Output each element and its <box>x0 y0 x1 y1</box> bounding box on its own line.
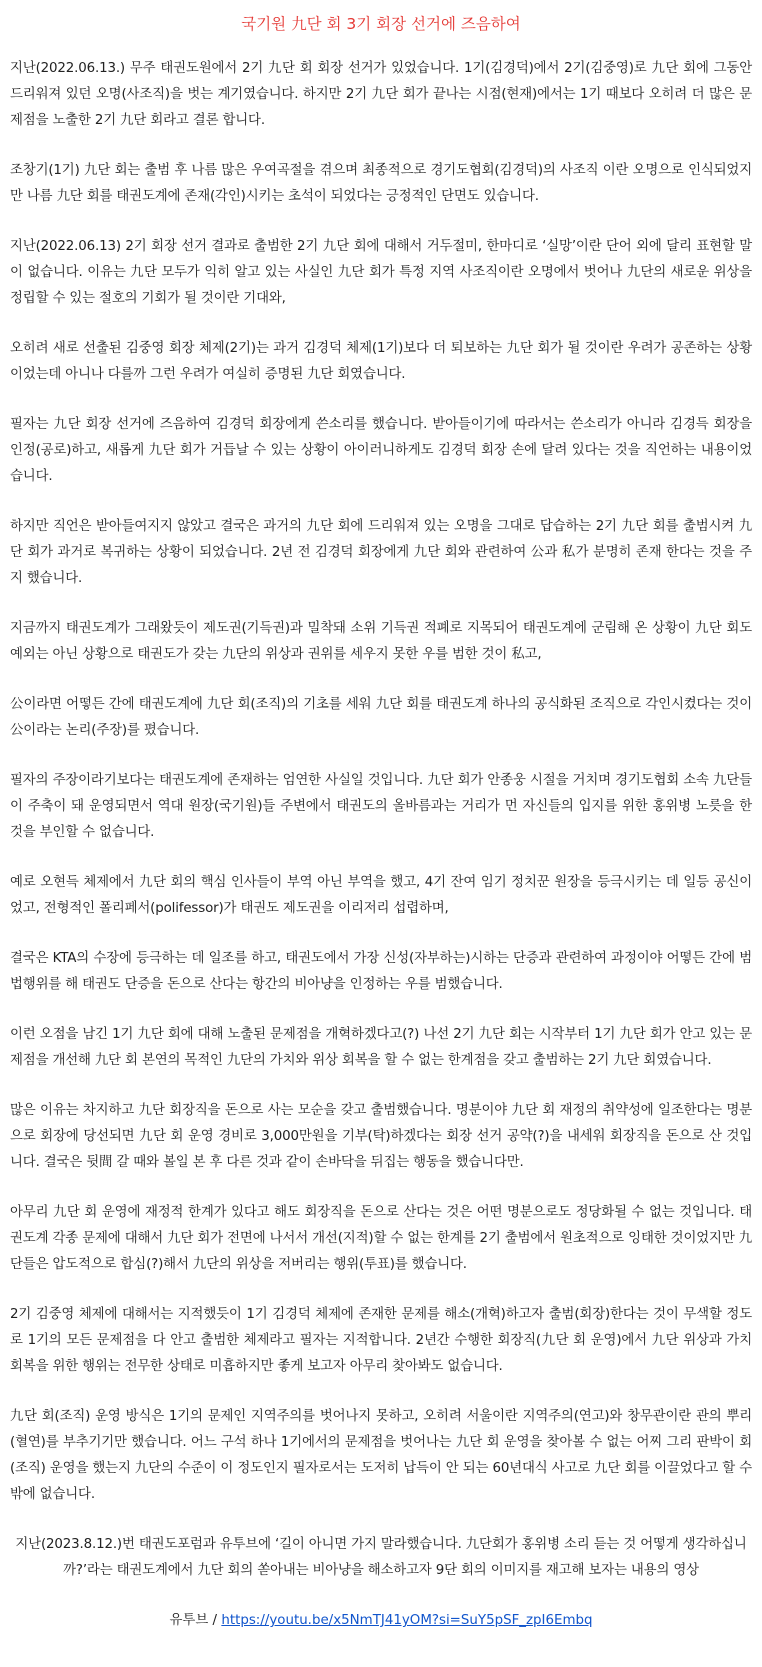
body-paragraph: 지난(2022.06.13) 2기 회장 선거 결과로 출범한 2기 九단 회에 대해서 거두절미, 한마디로 ‘실망’이란 단어 외에 달리 표현할 말이 없습니다. 이유는 九단 모두가 익히 알고 있는 사실인 九단 회가 특정 지역 사조직이란 오명에서 벗어나 九단의 새로운 위상을 정립할 수 있는 절호의 기회가 될 것이란 기대와, <box>10 239 752 306</box>
body-paragraph: 이런 오점을 남긴 1기 九단 회에 대해 노출된 문제점을 개혁하겠다고(?) 나선 2기 九단 회는 시작부터 1기 九단 회가 안고 있는 문제점을 개선해 九단 회 본연의 목적인 九단의 가치와 위상 회복을 할 수 없는 한계점을 갖고 출범하는 2기 九단 회였습니다. <box>10 1027 752 1068</box>
video-link-line <box>10 1608 752 1634</box>
body-paragraph: 公이라면 어떻든 간에 태권도계에 九단 회(조직)의 기초를 세워 九단 회를 태권도계 하나의 공식화된 조직으로 각인시켰다는 것이 公이라는 논리(주장)를 폈습니다. <box>10 697 752 738</box>
body-paragraph: 많은 이유는 차지하고 九단 회장직을 돈으로 사는 모순을 갖고 출범했습니다. 명분이야 九단 회 재정의 취약성에 일조한다는 명분으로 회장에 당선되면 九단 회 운영 경비로 3,000만원을 기부(탁)하겠다는 회장 선거 공약(?)을 내세워 회장직을 돈으로 산 것입니다. 결국은 뒷間 갈 때와 볼일 본 후 다른 것과 같이 손바닥을 뒤집는 행동을 했습니다만. <box>10 1103 752 1170</box>
article-title: 국기원 九단 회 3기 회장 선거에 즈음하여 <box>241 15 521 33</box>
body-paragraph: 결국은 KTA의 수장에 등극하는 데 일조를 하고, 태권도에서 가장 신성(자부하는)시하는 단증과 관련하여 과정이야 어떻든 간에 범법행위를 해 태권도 단증을 돈으로 산다는 항간의 비아냥을 인정하는 우를 범했습니다. <box>10 951 752 992</box>
closing-paragraph: 지난(2023.8.12.)번 태권도포럼과 유투브에 ‘길이 아니면 가지 말라했습니다. 九단회가 홍위병 소리 듣는 것 어떻게 생각하십니까?’라는 태권도계에서 九단 회의 쏟아내는 비아냥을 해소하고자 9단 회의 이미지를 재고해 보자는 내용의 영상 <box>15 1537 747 1578</box>
body-paragraph: 조창기(1기) 九단 회는 출범 후 나름 많은 우여곡절을 겪으며 최종적으로 경기도협회(김경덕)의 사조직 이란 오명으로 인식되었지만 나름 九단 회를 태권도계에 존재(각인)시키는 초석이 되었다는 긍정적인 단면도 있습니다. <box>10 163 752 204</box>
body-paragraph: 九단 회(조직) 운영 방식은 1기의 문제인 지역주의를 벗어나지 못하고, 오히려 서울이란 지역주의(연고)와 창무관이란 관의 뿌리(혈연)를 부추기기만 했습니다. 어느 구석 하나 1기에서의 문제점을 벗어나는 九단 회 운영을 찾아볼 수 없는 어찌 그리 판박이 회(조직) 운영을 했는지 九단의 수준이 이 정도인지 필자로서는 도저히 납득이 안 되는 60년대식 사고로 九단 회를 이끌었다고 할 수밖에 없습니다. <box>10 1409 752 1502</box>
article-body <box>10 56 752 1508</box>
youtube-link[interactable]: https://youtu.be/x5NmTJ41yOM?si=SuY5pSF_zpI6Embq <box>221 1613 593 1628</box>
body-paragraph: 2기 김중영 체제에 대해서는 지적했듯이 1기 김경덕 체제에 존재한 문제를 해소(개혁)하고자 출범(회장)한다는 것이 무색할 정도로 1기의 모든 문제점을 다 안고 출범한 체제라고 필자는 지적합니다. 2년간 수행한 회장직(九단 회 운영)에서 九단 위상과 가치 회복을 위한 행위는 전무한 상태로 미흡하지만 좋게 보고자 아무리 찾아봐도 없습니다. <box>10 1307 752 1374</box>
video-label: 유투브 / <box>169 1613 222 1628</box>
body-paragraph: 필자는 九단 회장 선거에 즈음하여 김경덕 회장에게 쓴소리를 했습니다. 받아들이기에 따라서는 쓴소리가 아니라 김경득 회장을 인정(공로)하고, 새롭게 九단 회가 거듭날 수 있는 상황이 아이러니하게도 김경덕 회장 손에 달려 있다는 것을 직언하는 내용이었습니다. <box>10 417 752 484</box>
body-paragraph: 오히려 새로 선출된 김중영 회장 체제(2기)는 과거 김경덕 체제(1기)보다 더 퇴보하는 九단 회가 될 것이란 우려가 공존하는 상황이었는데 아니나 다를까 그런 우려가 여실히 증명된 九단 회였습니다. <box>10 341 752 382</box>
body-paragraph: 예로 오현득 체제에서 九단 회의 핵심 인사들이 부역 아닌 부역을 했고, 4기 잔여 임기 정치꾼 원장을 등극시키는 데 일등 공신이었고, 전형적인 폴리페서(polifessor)가 태권도 제도권을 이리저리 섭렵하며, <box>10 875 752 916</box>
body-paragraph: 필자의 주장이라기보다는 태권도계에 존재하는 엄연한 사실일 것입니다. 九단 회가 안종웅 시절을 거치며 경기도협회 소속 九단들이 주축이 돼 운영되면서 역대 원장(국기원)들 주변에서 태권도의 올바름과는 거리가 먼 자신들의 입지를 위한 홍위병 노릇을 한 것을 부인할 수 없습니다. <box>10 773 752 840</box>
body-paragraph: 하지만 직언은 받아들여지지 않았고 결국은 과거의 九단 회에 드리워져 있는 오명을 그대로 답습하는 2기 九단 회를 출범시켜 九단 회가 과거로 복귀하는 상황이 되었습니다. 2년 전 김경덕 회장에게 九단 회와 관련하여 公과 私가 분명히 존재 한다는 것을 주지 했습니다. <box>10 519 752 586</box>
body-paragraph: 아무리 九단 회 운영에 재정적 한계가 있다고 해도 회장직을 돈으로 산다는 것은 어떤 명분으로도 정당화될 수 없는 것입니다. 태권도계 각종 문제에 대해서 九단 회가 전면에 나서서 개선(지적)할 수 없는 한계를 2기 출범에서 원초적으로 잉태한 것이었지만 九단들은 압도적으로 합심(?)해서 九단의 위상을 저버리는 행위(투표)를 했습니다. <box>10 1205 752 1272</box>
body-paragraph: 지난(2022.06.13.) 무주 태권도원에서 2기 九단 회 회장 선거가 있었습니다. 1기(김경덕)에서 2기(김중영)로 九단 회에 그동안 드리워져 있던 오명(사조직)을 벗는 계기였습니다. 하지만 2기 九단 회가 끝나는 시점(현재)에서는 1기 때보다 오히려 더 많은 문제점을 노출한 2기 九단 회라고 결론 합니다. <box>10 61 752 128</box>
body-paragraph: 지금까지 태권도계가 그래왔듯이 제도권(기득권)과 밀착돼 소위 기득권 적폐로 지목되어 태권도계에 군림해 온 상황이 九단 회도 예외는 아닌 상황으로 태권도가 갖는 九단의 위상과 권위를 세우지 못한 우를 범한 것이 私고, <box>10 621 752 662</box>
